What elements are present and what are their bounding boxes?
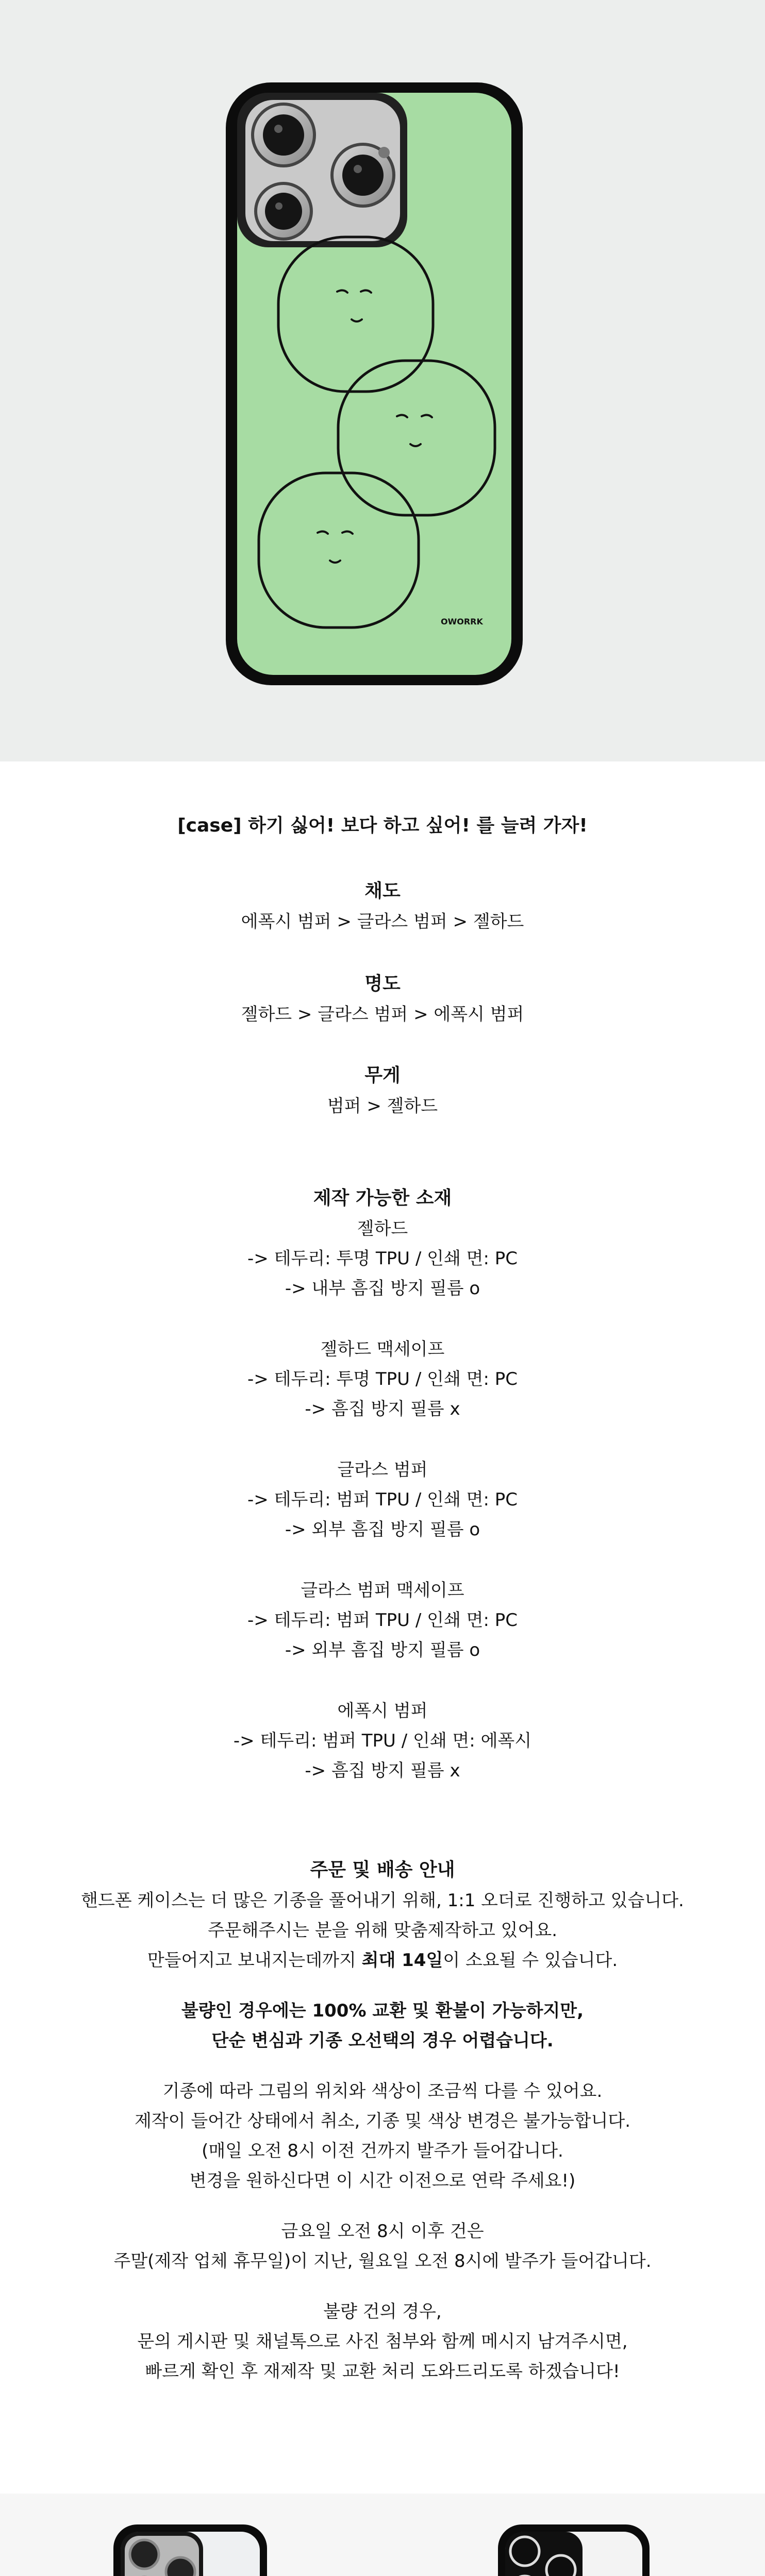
material-film: -> 흠집 방지 필름 x — [305, 1760, 460, 1781]
material-spec: -> 테두리: 범퍼 TPU / 인쇄 면: PC — [247, 1610, 518, 1631]
material-name: 젤하드 맥세이프 — [320, 1339, 445, 1360]
material-item — [0, 1696, 765, 1786]
notice-text: 변경을 원하신다면 이 시간 이전으로 연락 주세요!) — [189, 2171, 576, 2191]
material-film: -> 외부 흠집 방지 필름 o — [285, 1640, 480, 1660]
material-film: -> 내부 흠집 방지 필름 o — [285, 1278, 480, 1299]
comparison-title: 무게 — [364, 1065, 401, 1086]
notice-text: 금요일 오전 8시 이후 건은 — [281, 2221, 484, 2242]
material-spec: -> 테두리: 투명 TPU / 인쇄 면: PC — [247, 1248, 518, 1269]
comparison-weight — [0, 1060, 765, 1121]
brand-mark: OWORRK — [441, 617, 483, 626]
notice-text: 빠르게 확인 후 재제작 및 교환 처리 도와드리도록 하겠습니다! — [145, 2361, 620, 2382]
notice-text: 주문해주시는 분을 위해 맞춤제작하고 있어요. — [207, 1920, 558, 1941]
material-spec: -> 테두리: 투명 TPU / 인쇄 면: PC — [247, 1369, 518, 1389]
comparison-value: 에폭시 범퍼 > 글라스 범퍼 > 젤하드 — [241, 911, 524, 932]
materials-title: 제작 가능한 소재 — [313, 1188, 452, 1209]
intro-headline — [0, 811, 765, 841]
notice-section — [0, 1855, 765, 2386]
headline-text: [case] 하기 싫어! 보다 하고 싶어! 를 늘려 가자! — [177, 815, 588, 836]
notice-text-part: 만들어지고 보내지는데까지 — [147, 1950, 362, 1971]
comparison-value: 젤하드 > 글라스 범퍼 > 에폭시 범퍼 — [241, 1004, 524, 1025]
notice-text: 불량 건의 경우, — [323, 2301, 442, 2322]
notice-text: 기종에 따라 그림의 위치와 색상이 조금씩 다를 수 있어요. — [162, 2081, 603, 2102]
comparison-brightness — [0, 969, 765, 1029]
notice-text: (매일 오전 8시 이전 건까지 발주가 들어갑니다. — [202, 2141, 563, 2161]
comparison-value: 범퍼 > 젤하드 — [327, 1096, 438, 1116]
comparison-title: 명도 — [364, 973, 401, 994]
notice-highlight: 최대 14일 — [361, 1950, 443, 1971]
material-item — [0, 1334, 765, 1424]
material-film: -> 외부 흠집 방지 필름 o — [285, 1519, 480, 1540]
notice-text: 주말(제작 업체 휴무일)이 지난, 월요일 오전 8시에 발주가 들어갑니다. — [113, 2251, 652, 2272]
notice-title: 주문 및 배송 안내 — [310, 1859, 455, 1880]
material-item — [0, 1214, 765, 1303]
material-name: 글라스 범퍼 — [337, 1460, 428, 1480]
material-spec: -> 테두리: 범퍼 TPU / 인쇄 면: 에폭시 — [233, 1731, 532, 1751]
material-name: 젤하드 — [357, 1218, 408, 1239]
hero-photo — [0, 0, 765, 761]
notice-text — [0, 1945, 765, 1975]
materials-section — [0, 1183, 765, 1786]
material-name: 에폭시 범퍼 — [337, 1701, 428, 1721]
notice-text-part: 이 소요될 수 있습니다. — [443, 1950, 618, 1971]
material-item — [0, 1455, 765, 1545]
phone-case-illustration — [0, 0, 765, 761]
notice-text: 문의 게시판 및 채널톡으로 사진 첨부와 함께 메시지 남겨주시면, — [137, 2331, 628, 2352]
notice-bold: 단순 변심과 기종 오선택의 경우 어렵습니다. — [211, 2030, 554, 2051]
notice-text: 제작이 들어간 상태에서 취소, 기종 및 색상 변경은 불가능합니다. — [134, 2111, 631, 2131]
case-epoxy-bumper — [498, 2524, 650, 2576]
case-types-illustration — [0, 2494, 765, 2576]
flash-icon — [378, 147, 390, 158]
notice-text: 핸드폰 케이스는 더 많은 기종을 풀어내기 위해, 1:1 오더로 진행하고 있습니다. — [81, 1890, 684, 1911]
comparison-title: 채도 — [364, 880, 401, 902]
notice-bold: 불량인 경우에는 100% 교환 및 환불이 가능하지만, — [181, 2001, 584, 2021]
comparison-saturation — [0, 876, 765, 937]
material-name: 글라스 범퍼 맥세이프 — [301, 1580, 464, 1601]
material-spec: -> 테두리: 범퍼 TPU / 인쇄 면: PC — [247, 1489, 518, 1510]
material-film: -> 흠집 방지 필름 x — [305, 1399, 460, 1419]
case-types-grid — [0, 2494, 765, 2576]
case-glass-bumper — [113, 2524, 267, 2576]
material-item — [0, 1575, 765, 1665]
